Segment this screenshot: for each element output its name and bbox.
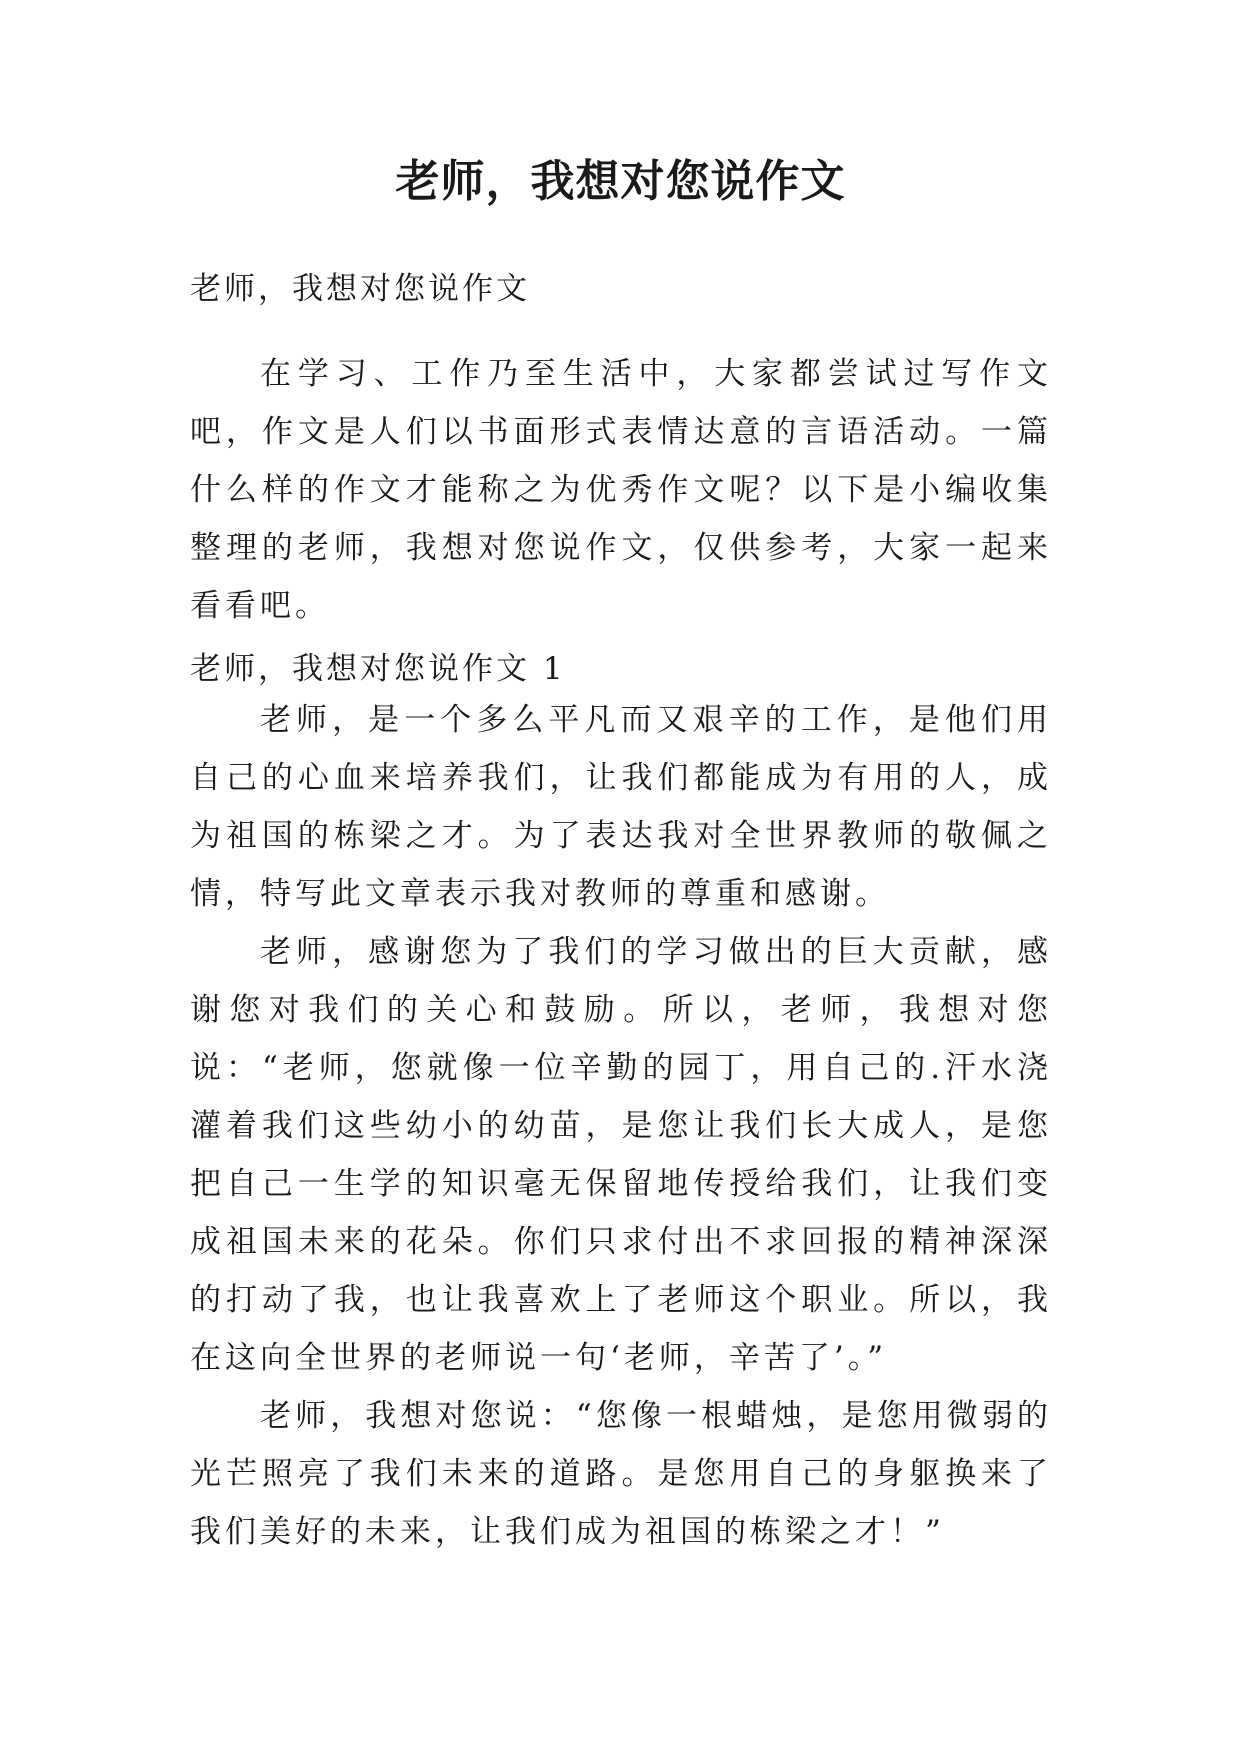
intro-subtitle: 老师，我想对您说作文 <box>190 271 530 307</box>
section-heading: 老师，我想对您说作文 1 <box>190 651 566 687</box>
section-paragraph-2: 老师，感谢您为了我们的学习做出的巨大贡献，感谢您对我们的关心和鼓励。所以，老师，我想对您说：“老师，您就像一位辛勤的园丁，用自己的.汗水浇灌着我们这些幼小的幼苗，是您让我们长大成人，是您把自己一生学的知识毫无保留地传授给我们，让我们变成祖国未来的花朵。你们只求付出不求回报的精神深深的打动了我，也让我喜欢上了老师这个职业。所以，我在这向全世界的老师说一句‘老师，辛苦了’。” <box>190 934 1052 1376</box>
document-title: 老师，我想对您说作文 <box>395 156 846 207</box>
section-paragraph-1: 老师，是一个多么平凡而又艰辛的工作，是他们用自己的心血来培养我们，让我们都能成为有用的人，成为祖国的栋梁之才。为了表达我对全世界教师的敬佩之情，特写此文章表示我对教师的尊重和感谢。 <box>190 702 1052 912</box>
intro-paragraph: 在学习、工作乃至生活中，大家都尝试过写作文吧，作文是人们以书面形式表情达意的言语活动。一篇什么样的作文才能称之为优秀作文呢？以下是小编收集整理的老师，我想对您说作文，仅供参考，大家一起来看看吧。 <box>190 356 1052 624</box>
section-paragraph-3: 老师，我想对您说：“您像一根蜡烛，是您用微弱的光芒照亮了我们未来的道路。是您用自己的身躯换来了我们美好的未来，让我们成为祖国的栋梁之才！” <box>190 1398 1052 1550</box>
section-body <box>190 691 1052 1561</box>
intro-block <box>190 345 1052 635</box>
